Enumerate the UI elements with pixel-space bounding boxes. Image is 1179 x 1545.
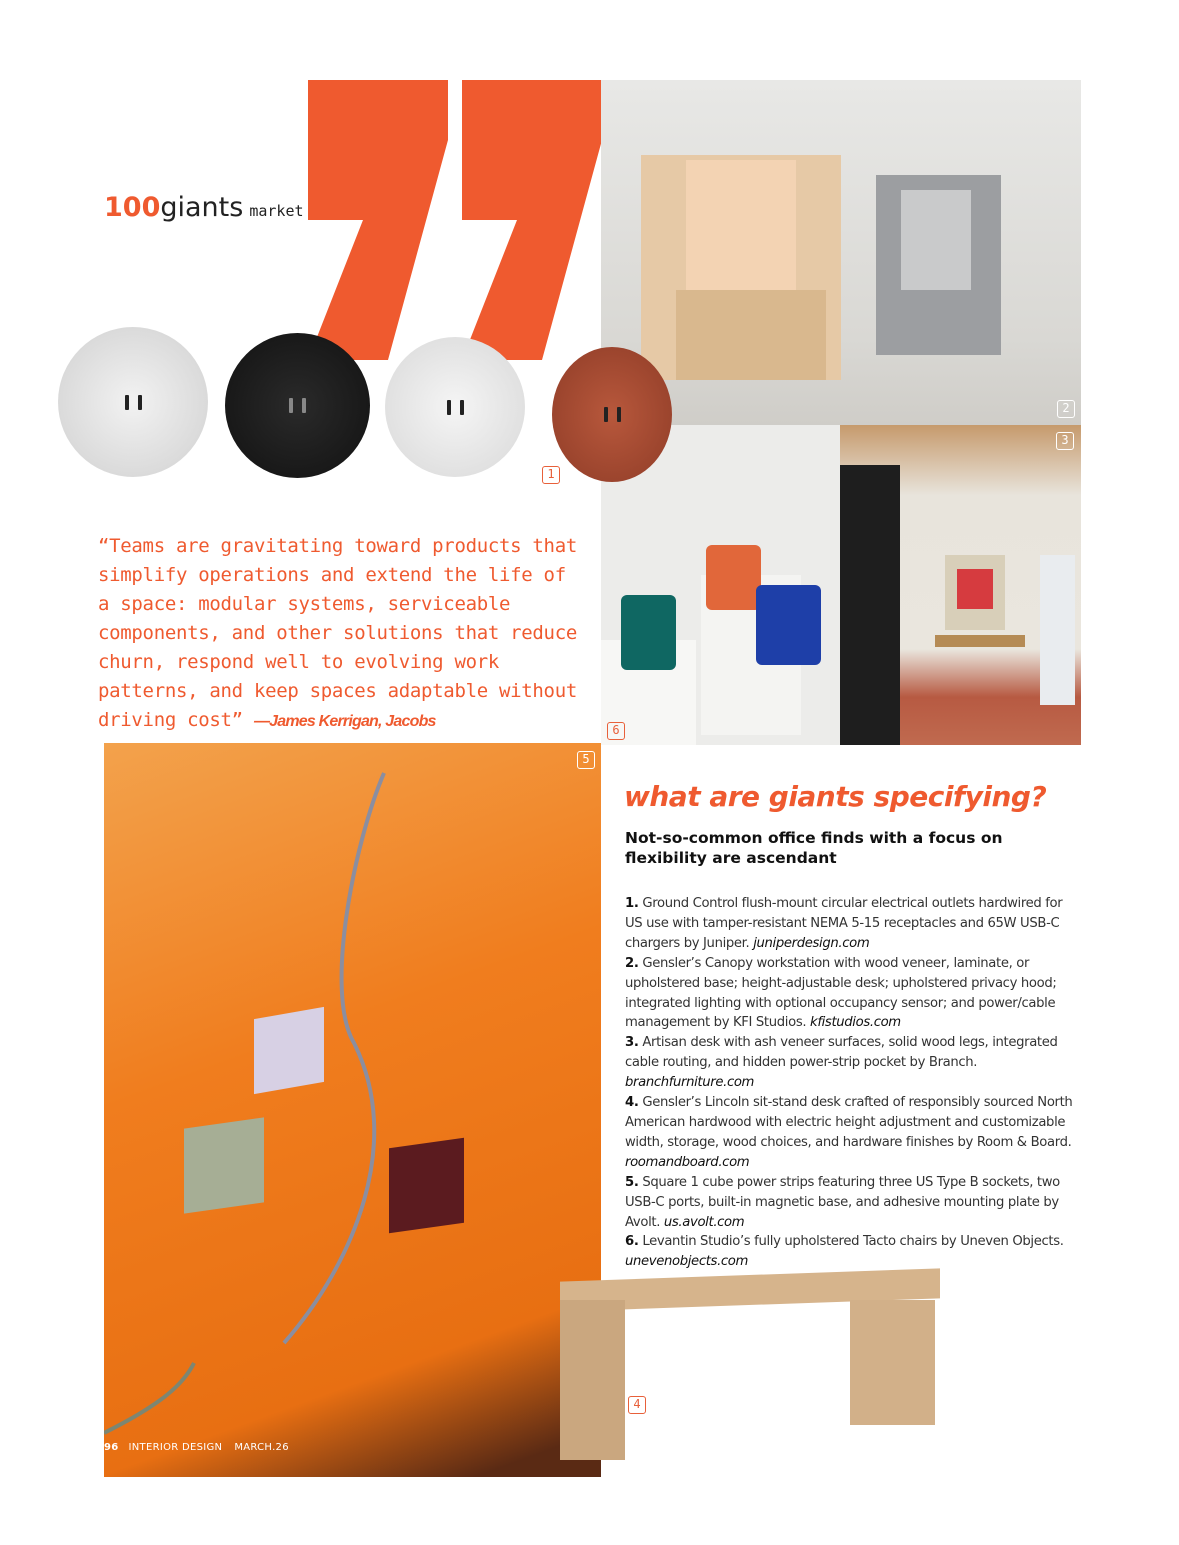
magazine-name: INTERIOR DESIGN — [128, 1442, 223, 1453]
photo-number-badge: 2 — [1057, 400, 1075, 418]
product-list — [625, 894, 1080, 1272]
item-url[interactable]: us.avolt.com — [663, 1214, 745, 1230]
product-list-item — [625, 1173, 1080, 1233]
article-subheading: Not-so-common office finds with a focus on flexibility are ascendant — [625, 829, 1003, 867]
section-brand — [104, 192, 304, 223]
product-list-item — [625, 1232, 1080, 1272]
page-number: 96 — [104, 1442, 119, 1453]
photo-outlets — [55, 315, 601, 495]
item-description: Levantin Studio’s fully upholstered Tacto chairs by Uneven Objects. — [642, 1234, 1064, 1250]
issue-date: MARCH.26 — [234, 1442, 289, 1453]
quote-text: “Teams are gravitating toward products that simplify operations and extend the life of a space: modular systems, serviceable components, and other solutions that reduce churn, respond well to evolving work patterns, and keep spaces adaptable without driving cost” — [98, 535, 577, 731]
photo-power-cubes — [104, 743, 601, 1477]
photo-number-badge: 6 — [607, 722, 625, 740]
item-number: 1. — [625, 896, 639, 911]
photo-canopy-workstation — [601, 80, 1081, 425]
quote-attribution: —James Kerrigan, Jacobs — [253, 713, 436, 730]
article-heading: what are giants specifying? — [624, 780, 1047, 813]
item-description: Gensler’s Canopy workstation with wood veneer, laminate, or upholstered base; height-adjustable desk; upholstered privacy hood; integrated lighting with optional occupancy sensor; and power/cable management by KFI Studios. — [625, 955, 1057, 1031]
pull-quote — [98, 532, 578, 736]
photo-artisan-desk-room — [840, 425, 1081, 745]
item-description: Ground Control flush-mount circular electrical outlets hardwired for US use with tamper-resistant NEMA 5-15 receptacles and 65W USB-C chargers by Juniper. — [625, 896, 1063, 951]
item-description: Square 1 cube power strips featuring three US Type B sockets, two USB-C ports, built-in magnetic base, and adhesive mounting plate by Avolt. — [625, 1174, 1060, 1230]
item-description: Artisan desk with ash veneer surfaces, solid wood legs, integrated cable routing, and hidden power-strip pocket by Branch. — [625, 1035, 1058, 1071]
item-url[interactable]: unevenobjects.com — [625, 1254, 749, 1270]
photo-number-badge: 4 — [628, 1396, 646, 1414]
item-url[interactable]: juniperdesign.com — [753, 935, 870, 951]
photo-number-badge: 5 — [577, 751, 595, 769]
item-number: 6. — [625, 1234, 639, 1250]
item-url[interactable]: branchfurniture.com — [625, 1075, 755, 1091]
product-list-item — [625, 1033, 1080, 1093]
photo-lincoln-desk — [555, 1270, 945, 1465]
item-number: 2. — [625, 955, 639, 971]
brand-number: 100 — [104, 192, 161, 223]
product-list-item — [625, 894, 1080, 954]
item-url[interactable]: roomandboard.com — [625, 1154, 750, 1170]
item-number: 5. — [625, 1174, 639, 1190]
item-url[interactable]: kfistudios.com — [810, 1015, 901, 1031]
section-label: market — [249, 202, 304, 220]
page-footer — [104, 1442, 301, 1453]
item-number: 3. — [625, 1035, 639, 1051]
item-description: Gensler’s Lincoln sit-stand desk crafted of responsibly sourced North American hardwood with electric height adjustment and customizable width, storage, wood choices, and hardware finishes by Room & Board. — [625, 1095, 1073, 1150]
brand-word: giants — [160, 192, 244, 223]
photo-number-badge: 1 — [542, 466, 560, 484]
product-list-item — [625, 1093, 1080, 1173]
photo-number-badge: 3 — [1056, 432, 1074, 450]
product-list-item — [625, 954, 1080, 1034]
item-number: 4. — [625, 1095, 639, 1111]
